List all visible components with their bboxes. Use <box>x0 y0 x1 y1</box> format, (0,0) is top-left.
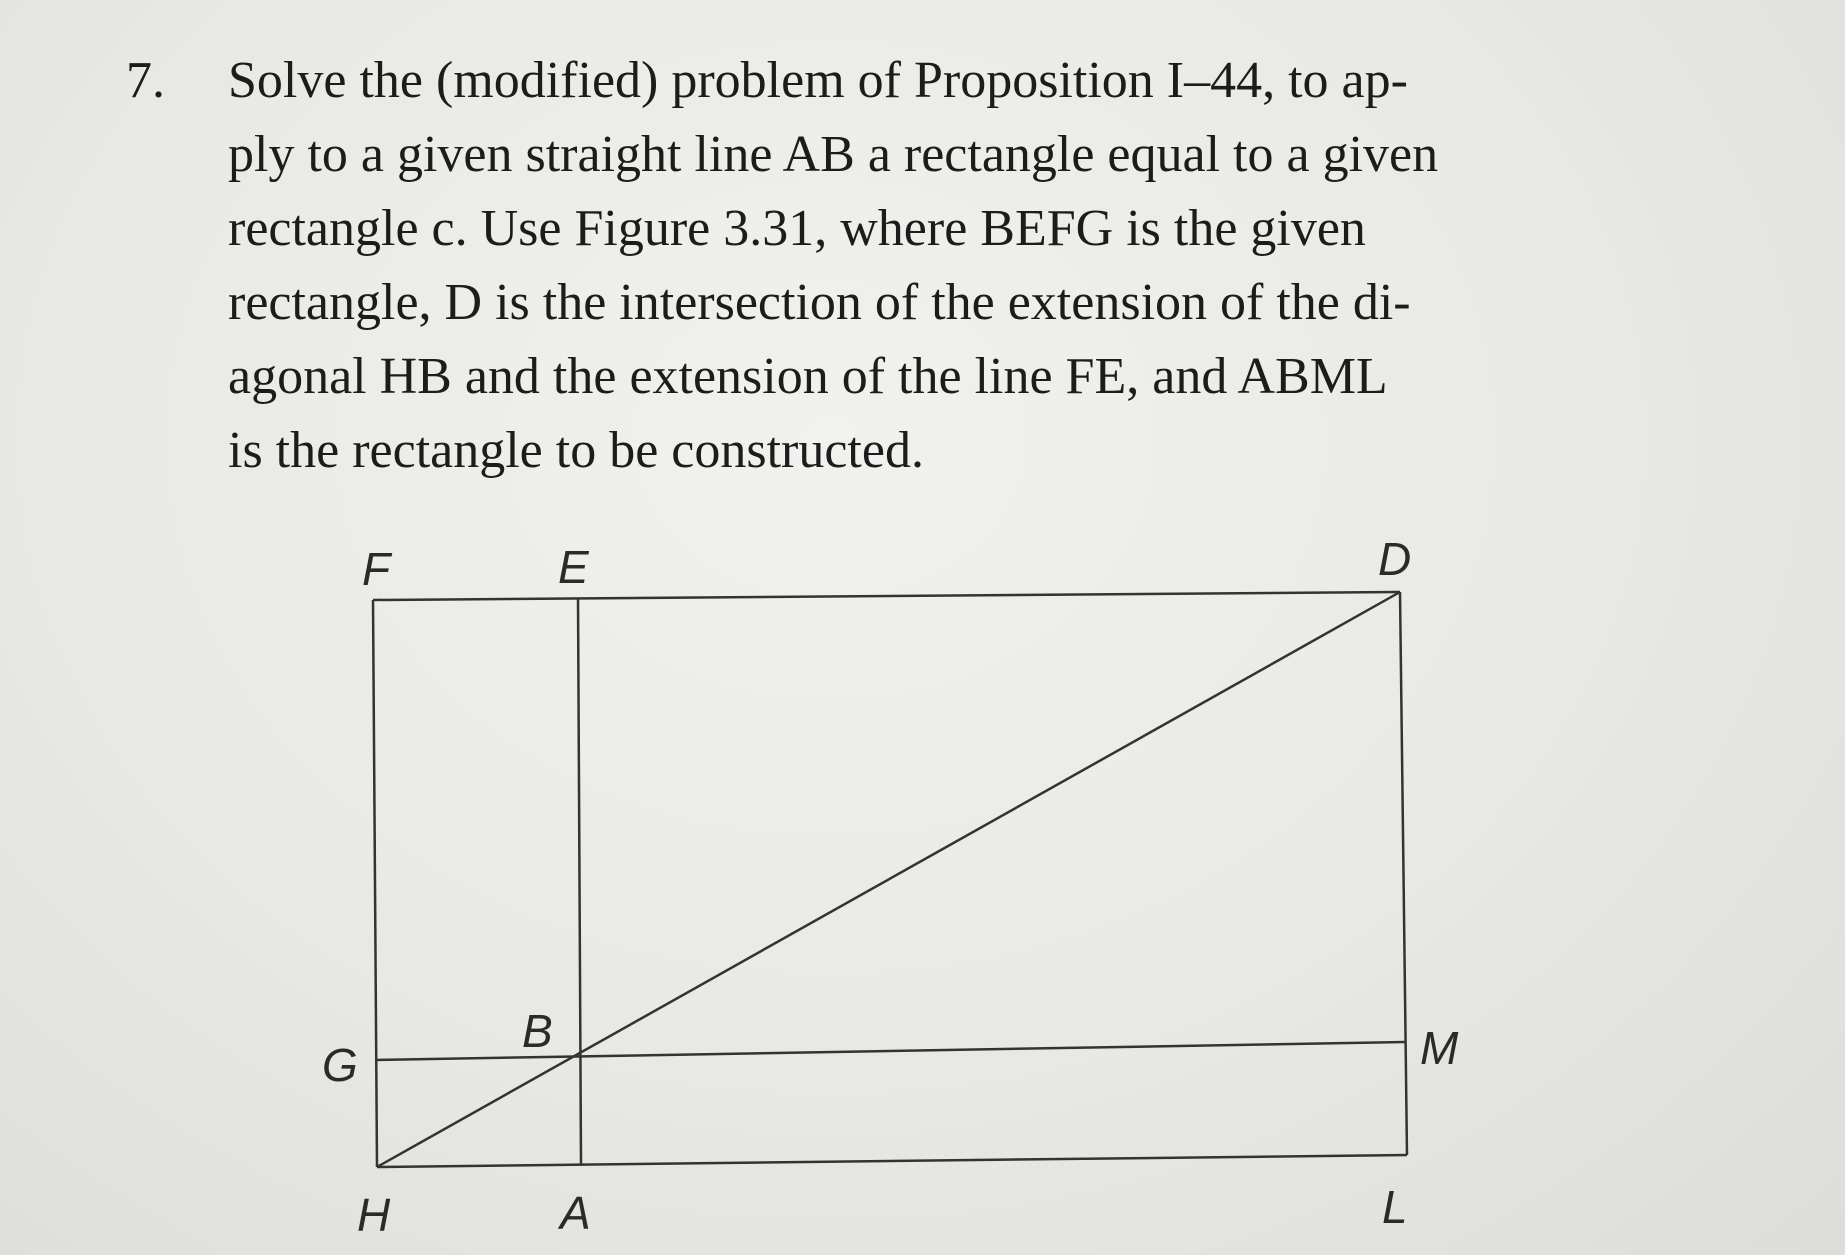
point-label-D: D <box>1378 533 1412 585</box>
geometry-diagram <box>300 520 1480 1250</box>
exercise-number: 7. <box>126 52 165 109</box>
exercise-text-line: Solve the (modified) problem of Proposition I–44, to ap- <box>228 52 1408 109</box>
figure-3-31 <box>300 520 1480 1250</box>
segment-DL <box>1400 592 1407 1155</box>
exercise-text-line: rectangle, D is the intersection of the extension of the di- <box>228 274 1411 331</box>
point-label-M: M <box>1420 1022 1459 1074</box>
exercise-text-line: ply to a given straight line AB a rectangle equal to a given <box>228 126 1439 183</box>
segment-EA <box>578 598 581 1164</box>
exercise-text-line: agonal HB and the extension of the line FE, and ABML <box>228 348 1388 405</box>
point-label-E: E <box>558 541 589 593</box>
diagonal-HD <box>377 592 1400 1167</box>
exercise-text-line: rectangle c. Use Figure 3.31, where BEFG is the given <box>228 200 1366 257</box>
point-label-G: G <box>322 1039 358 1091</box>
point-label-F: F <box>362 543 391 595</box>
point-label-H: H <box>357 1189 391 1241</box>
segment-FH <box>373 600 377 1167</box>
segment-HL <box>377 1155 1407 1167</box>
point-label-B: B <box>522 1005 553 1057</box>
exercise-text-line: is the rectangle to be constructed. <box>228 422 924 479</box>
point-label-L: L <box>1382 1181 1408 1233</box>
exercise-text <box>228 44 1648 488</box>
point-label-A: A <box>560 1187 591 1239</box>
segment-FD <box>373 592 1400 600</box>
